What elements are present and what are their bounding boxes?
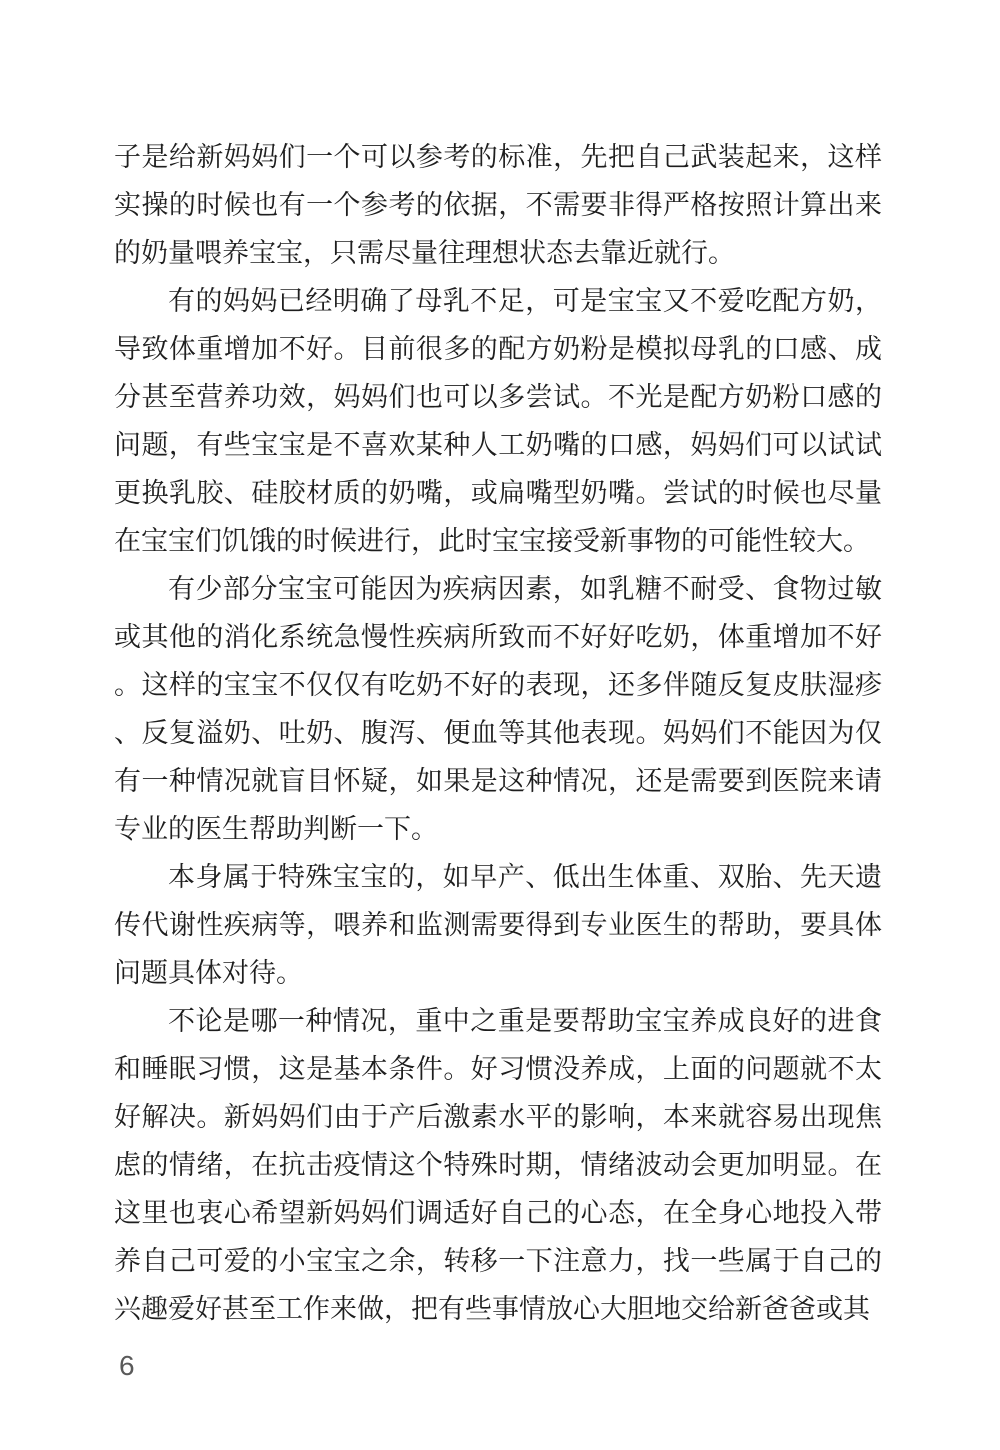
paragraph: 子是给新妈妈们一个可以参考的标准，先把自己武装起来，这样实操的时候也有一个参考的依据，不需要非得严格按照计算出来的奶量喂养宝宝，只需尽量往理想状态去靠近就行。 bbox=[114, 142, 882, 268]
body-text bbox=[114, 133, 882, 1333]
page-number: 6 bbox=[119, 1350, 135, 1381]
paragraph: 有少部分宝宝可能因为疾病因素，如乳糖不耐受、食物过敏或其他的消化系统急慢性疾病所致而不好好吃奶，体重增加不好。这样的宝宝不仅仅有吃奶不好的表现，还多伴随反复皮肤湿疹、反复溢奶、吐奶、腹泻、便血等其他表现。妈妈们不能因为仅有一种情况就盲目怀疑，如果是这种情况，还是需要到医院来请专业的医生帮助判断一下。 bbox=[114, 574, 882, 844]
paragraph: 有的妈妈已经明确了母乳不足，可是宝宝又不爱吃配方奶，导致体重增加不好。目前很多的配方奶粉是模拟母乳的口感、成分甚至营养功效，妈妈们也可以多尝试。不光是配方奶粉口感的问题，有些宝宝是不喜欢某种人工奶嘴的口感，妈妈们可以试试更换乳胶、硅胶材质的奶嘴，或扁嘴型奶嘴。尝试的时候也尽量在宝宝们饥饿的时候进行，此时宝宝接受新事物的可能性较大。 bbox=[114, 286, 882, 556]
paragraph: 不论是哪一种情况，重中之重是要帮助宝宝养成良好的进食和睡眠习惯，这是基本条件。好习惯没养成，上面的问题就不太好解决。新妈妈们由于产后激素水平的影响，本来就容易出现焦虑的情绪，在抗击疫情这个特殊时期，情绪波动会更加明显。在这里也衷心希望新妈妈们调适好自己的心态，在全身心地投入带养自己可爱的小宝宝之余，转移一下注意力，找一些属于自己的兴趣爱好甚至工作来做，把有些事情放心大胆地交给新爸爸或其 bbox=[114, 1006, 882, 1324]
paragraph: 本身属于特殊宝宝的，如早产、低出生体重、双胎、先天遗传代谢性疾病等，喂养和监测需要得到专业医生的帮助，要具体问题具体对待。 bbox=[114, 862, 882, 988]
